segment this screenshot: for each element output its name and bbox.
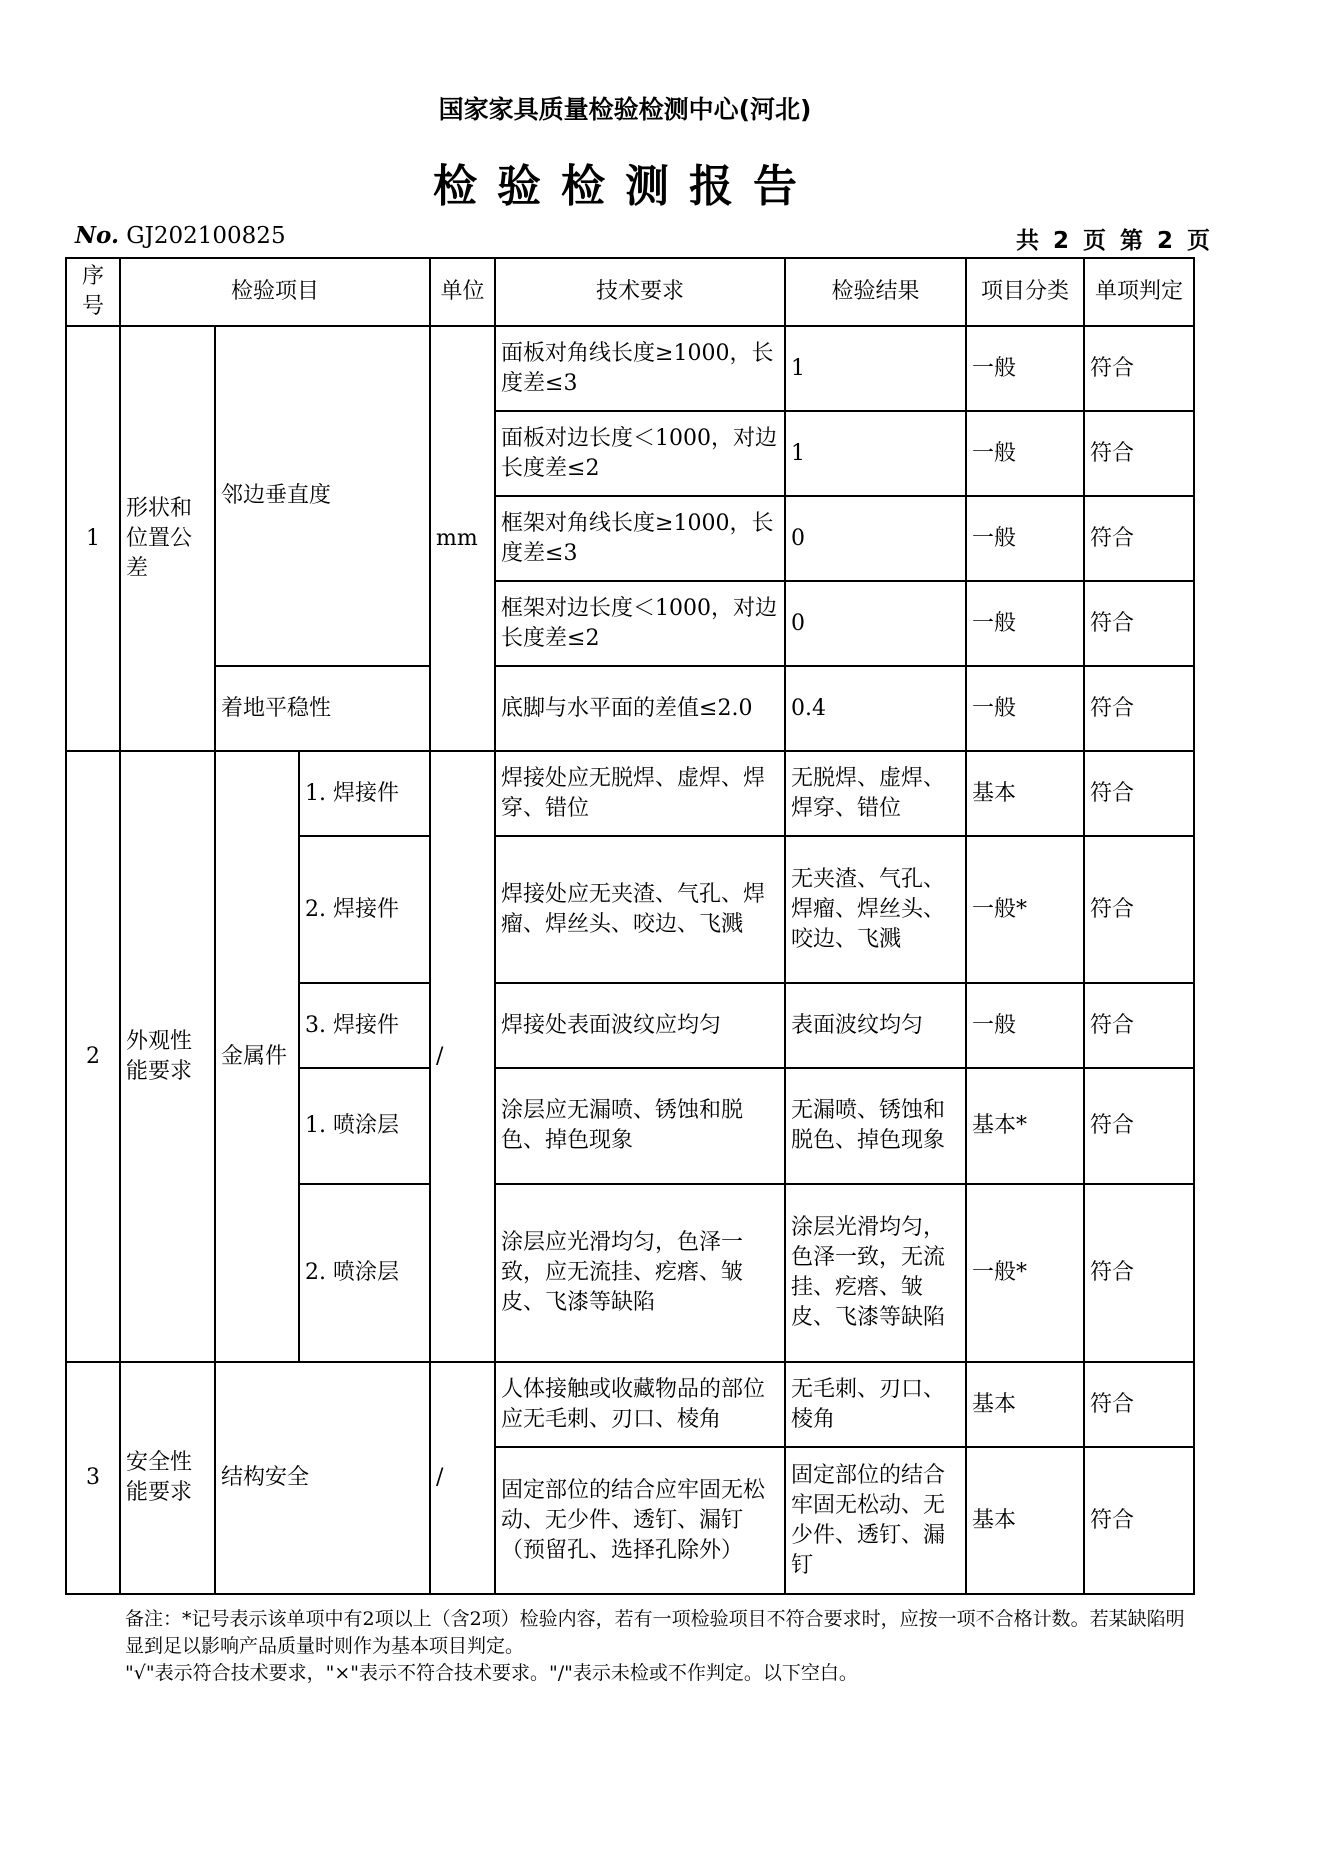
result-cell: 0.4: [785, 666, 966, 751]
result-cell: 1: [785, 411, 966, 496]
requirement-cell: 焊接处表面波纹应均匀: [495, 983, 785, 1068]
unit-cell: /: [430, 751, 495, 1362]
class-cell: 基本*: [966, 1068, 1084, 1184]
item-part: 3. 焊接件: [299, 983, 430, 1068]
judgement-cell: 符合: [1084, 1362, 1194, 1447]
class-cell: 一般: [966, 581, 1084, 666]
item-name: 邻边垂直度: [215, 326, 430, 666]
item-category: 外观性能要求: [120, 751, 215, 1362]
header-unit: 单位: [430, 258, 495, 326]
judgement-cell: 符合: [1084, 836, 1194, 983]
result-cell: 0: [785, 496, 966, 581]
judgement-cell: 符合: [1084, 1068, 1194, 1184]
unit-cell: mm: [430, 326, 495, 751]
item-subcategory: 金属件: [215, 751, 299, 1362]
requirement-cell: 底脚与水平面的差值≤2.0: [495, 666, 785, 751]
judgement-cell: 符合: [1084, 983, 1194, 1068]
judgement-cell: 符合: [1084, 751, 1194, 836]
row-number: 2: [66, 751, 120, 1362]
class-cell: 一般: [966, 326, 1084, 411]
judgement-cell: 符合: [1084, 581, 1194, 666]
judgement-cell: 符合: [1084, 326, 1194, 411]
class-cell: 基本: [966, 1362, 1084, 1447]
result-cell: 无脱焊、虚焊、焊穿、错位: [785, 751, 966, 836]
header-item: 检验项目: [120, 258, 430, 326]
class-cell: 一般: [966, 411, 1084, 496]
judgement-cell: 符合: [1084, 411, 1194, 496]
requirement-cell: 涂层应光滑均匀，色泽一致，应无流挂、疙瘩、皱皮、飞漆等缺陷: [495, 1184, 785, 1362]
result-cell: 无毛刺、刃口、棱角: [785, 1362, 966, 1447]
report-number: [75, 222, 286, 249]
remark-line: "√"表示符合技术要求，"×"表示不符合技术要求。"/"表示未检或不作判定。以下空白。: [125, 1662, 858, 1684]
result-cell: 无漏喷、锈蚀和脱色、掉色现象: [785, 1068, 966, 1184]
table-row: [66, 666, 1194, 751]
table-row: [66, 751, 1194, 836]
requirement-cell: 焊接处应无脱焊、虚焊、焊穿、错位: [495, 751, 785, 836]
result-cell: 表面波纹均匀: [785, 983, 966, 1068]
judgement-cell: 符合: [1084, 666, 1194, 751]
inspection-table: [65, 257, 1195, 1595]
item-category: 形状和位置公差: [120, 326, 215, 751]
class-cell: 一般: [966, 496, 1084, 581]
judgement-cell: 符合: [1084, 1184, 1194, 1362]
table-row: [66, 1362, 1194, 1447]
report-title: 检验检测报告: [433, 161, 817, 212]
class-cell: 一般: [966, 983, 1084, 1068]
requirement-cell: 框架对角线长度≥1000，长度差≤3: [495, 496, 785, 581]
row-number: 3: [66, 1362, 120, 1594]
class-cell: 一般*: [966, 1184, 1084, 1362]
item-part: 1. 喷涂层: [299, 1068, 430, 1184]
result-cell: 无夹渣、气孔、焊瘤、焊丝头、咬边、飞溅: [785, 836, 966, 983]
requirement-cell: 面板对角线长度≥1000，长度差≤3: [495, 326, 785, 411]
header-no: 序号: [66, 258, 120, 326]
judgement-cell: 符合: [1084, 496, 1194, 581]
header-class: 项目分类: [966, 258, 1084, 326]
header-result: 检验结果: [785, 258, 966, 326]
report-number-label: No.: [75, 222, 119, 249]
item-part: 1. 焊接件: [299, 751, 430, 836]
report-number-value: GJ202100825: [126, 223, 286, 249]
item-part: 2. 喷涂层: [299, 1184, 430, 1362]
remarks: [125, 1606, 1190, 1687]
result-cell: 涂层光滑均匀，色泽一致，无流挂、疙瘩、皱皮、飞漆等缺陷: [785, 1184, 966, 1362]
class-cell: 一般*: [966, 836, 1084, 983]
item-part: 2. 焊接件: [299, 836, 430, 983]
result-cell: 1: [785, 326, 966, 411]
row-number: 1: [66, 326, 120, 751]
remark-line: 备注：*记号表示该单项中有2项以上（含2项）检验内容，若有一项检验项目不符合要求时，应按一项不合格计数。若某缺陷明显到足以影响产品质量时则作为基本项目判定。: [125, 1608, 1185, 1657]
org-name: 国家家具质量检验检测中心(河北): [438, 95, 812, 124]
requirement-cell: 人体接触或收藏物品的部位应无毛刺、刃口、棱角: [495, 1362, 785, 1447]
result-cell: 0: [785, 581, 966, 666]
table-row: [66, 326, 1194, 411]
class-cell: 一般: [966, 666, 1084, 751]
requirement-cell: 框架对边长度＜1000，对边长度差≤2: [495, 581, 785, 666]
page-info: 共 2 页 第 2 页: [1015, 228, 1213, 254]
result-cell: 固定部位的结合牢固无松动、无少件、透钉、漏钉: [785, 1447, 966, 1594]
item-subcategory: 结构安全: [215, 1362, 430, 1594]
header-judgement: 单项判定: [1084, 258, 1194, 326]
item-name: 着地平稳性: [215, 666, 430, 751]
header-requirement: 技术要求: [495, 258, 785, 326]
unit-cell: /: [430, 1362, 495, 1594]
header-row: [66, 258, 1194, 326]
requirement-cell: 面板对边长度＜1000，对边长度差≤2: [495, 411, 785, 496]
item-category: 安全性能要求: [120, 1362, 215, 1594]
judgement-cell: 符合: [1084, 1447, 1194, 1594]
requirement-cell: 涂层应无漏喷、锈蚀和脱色、掉色现象: [495, 1068, 785, 1184]
class-cell: 基本: [966, 751, 1084, 836]
requirement-cell: 固定部位的结合应牢固无松动、无少件、透钉、漏钉（预留孔、选择孔除外）: [495, 1447, 785, 1594]
class-cell: 基本: [966, 1447, 1084, 1594]
requirement-cell: 焊接处应无夹渣、气孔、焊瘤、焊丝头、咬边、飞溅: [495, 836, 785, 983]
